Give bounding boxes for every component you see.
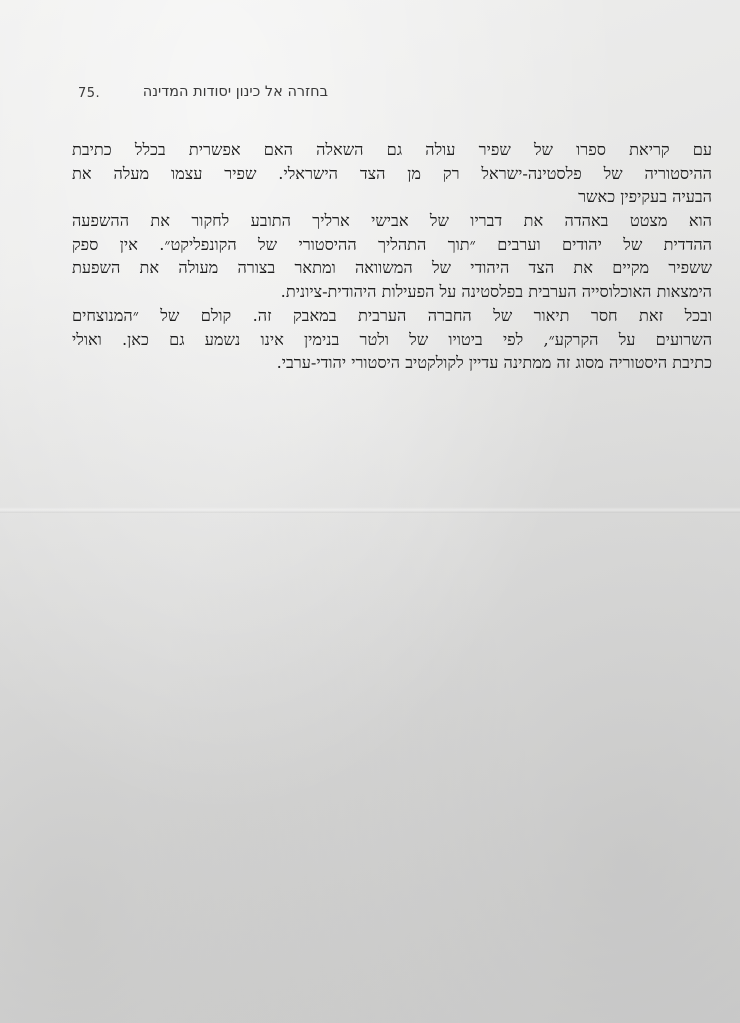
text-line: ששפיר מקיים את הצד היהודי של המשוואה ומתאר בצורה מעולה את השפעת — [72, 258, 712, 278]
text-line: כתיבת היסטוריה מסוג זה ממתינה עדיין לקולקטיב היסטורי יהודי-ערבי. — [276, 353, 712, 373]
text-line: הימצאות האוכלוסייה הערבית בפלסטינה על הפעילות היהודית-ציונית. — [280, 282, 712, 302]
page-number: 75. — [78, 86, 101, 101]
text-line: ההיסטוריה של פלסטינה-ישראל רק מן הצד הישראלי. שפיר עצמו מעלה את — [72, 163, 712, 183]
text-line: הבעיה בעקיפין כאשר — [578, 187, 712, 207]
page-header — [78, 84, 328, 106]
text-line: הוא מצטט באהדה את דבריו של אבישי ארליך התובע לחקור את ההשפעה — [72, 211, 712, 231]
text-line: ובכל זאת חסר תיאור של החברה הערבית במאבק זה. קולם של ״המנוצחים — [72, 305, 712, 325]
text-line: עם קריאת ספרו של שפיר עולה גם השאלה האם אפשרית בכלל כתיבת — [72, 140, 712, 159]
paper-fold-shadow — [0, 507, 740, 513]
text-line: ההדדית של יהודים וערבים ״תוך התהליך ההיסטורי של הקונפליקט״. אין ספק — [72, 234, 712, 254]
running-head: בחזרה אל כינון יסודות המדינה — [142, 84, 328, 100]
text-line: השרועים על הקרקע״, לפי ביטויו של ולטר בנימין אינו נשמע גם כאן. ואולי — [72, 329, 712, 349]
body-text — [72, 138, 712, 375]
